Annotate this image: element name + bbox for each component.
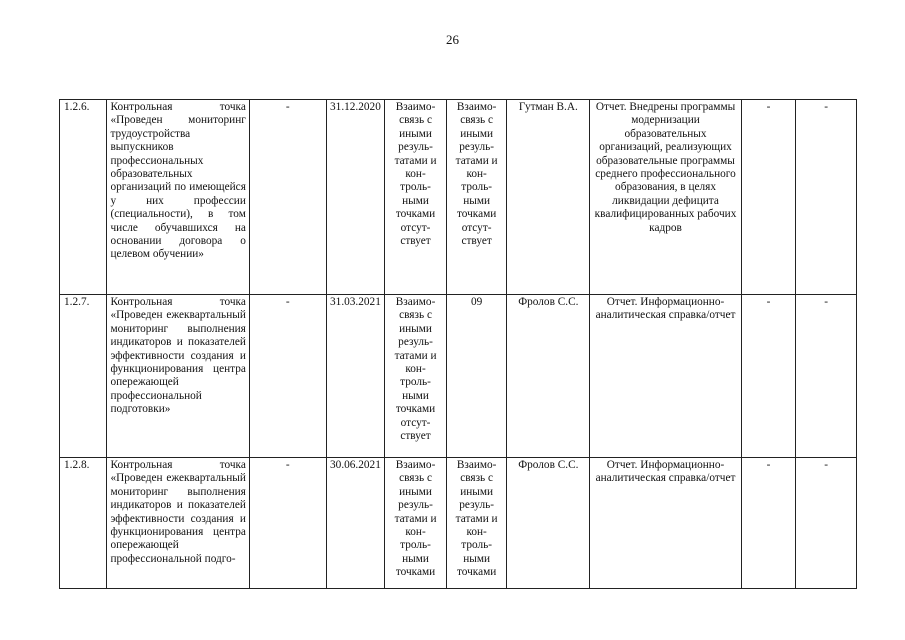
row-number: 1.2.7. xyxy=(60,295,107,458)
table-row xyxy=(60,458,857,589)
table-row xyxy=(60,100,857,295)
successor-cell: Взаимо- связь с иными резуль- татами и кон- троль- ными точками xyxy=(446,458,507,589)
page-number: 26 xyxy=(446,32,459,47)
control-point-name: Контрольная точка «Проведен ежеквартальный мониторинг выполнения индикаторов и показателей эффективности создания и функционирования центра опережающей профессиональной подготовки» xyxy=(107,295,249,458)
result-description: Отчет. Информационно-аналитическая справка/отчет xyxy=(590,295,742,458)
level-cell: - xyxy=(741,295,796,458)
result-description: Отчет. Внедрены программы модернизации образовательных организаций, реализующих образовательные программы среднего профессионального образования, в целях ликвидации дефицита квалифицированных рабочих кадров xyxy=(590,100,742,295)
predecessor-cell: Взаимо- связь с иными резуль- татами и кон- троль- ными точками xyxy=(385,458,447,589)
table-row xyxy=(60,295,857,458)
end-date-cell: 30.06.2021 xyxy=(326,458,385,589)
predecessor-cell: Взаимо- связь с иными резуль- татами и кон- троль- ными точками отсут- ствует xyxy=(385,295,447,458)
successor-cell: Взаимо- связь с иными резуль- татами и кон- троль- ными точками отсут- ствует xyxy=(446,100,507,295)
row-number: 1.2.8. xyxy=(60,458,107,589)
responsible-person: Гутман В.А. xyxy=(507,100,590,295)
level-cell: - xyxy=(741,100,796,295)
start-date-cell: - xyxy=(249,458,326,589)
note-cell: - xyxy=(796,458,857,589)
responsible-person: Фролов С.С. xyxy=(507,295,590,458)
end-date-cell: 31.12.2020 xyxy=(326,100,385,295)
control-points-table xyxy=(59,99,857,589)
predecessor-cell: Взаимо- связь с иными резуль- татами и кон- троль- ными точками отсут- ствует xyxy=(385,100,447,295)
start-date-cell: - xyxy=(249,295,326,458)
level-cell: - xyxy=(741,458,796,589)
note-cell: - xyxy=(796,295,857,458)
end-date-cell: 31.03.2021 xyxy=(326,295,385,458)
row-number: 1.2.6. xyxy=(60,100,107,295)
start-date-cell: - xyxy=(249,100,326,295)
control-point-name: Контрольная точка «Проведен ежеквартальный мониторинг выполнения индикаторов и показателей эффективности создания и функционирования центра опережающей профессиональной подго- xyxy=(107,458,249,589)
responsible-person: Фролов С.С. xyxy=(507,458,590,589)
note-cell: - xyxy=(796,100,857,295)
successor-cell: 09 xyxy=(446,295,507,458)
result-description: Отчет. Информационно-аналитическая справка/отчет xyxy=(590,458,742,589)
control-point-name: Контрольная точка «Проведен мониторинг трудоустройства выпускников профессиональных образовательных организаций по имеющейся у них профессии (специальности), в том числе обучавшихся на основании договора о целевом обучении» xyxy=(107,100,249,295)
